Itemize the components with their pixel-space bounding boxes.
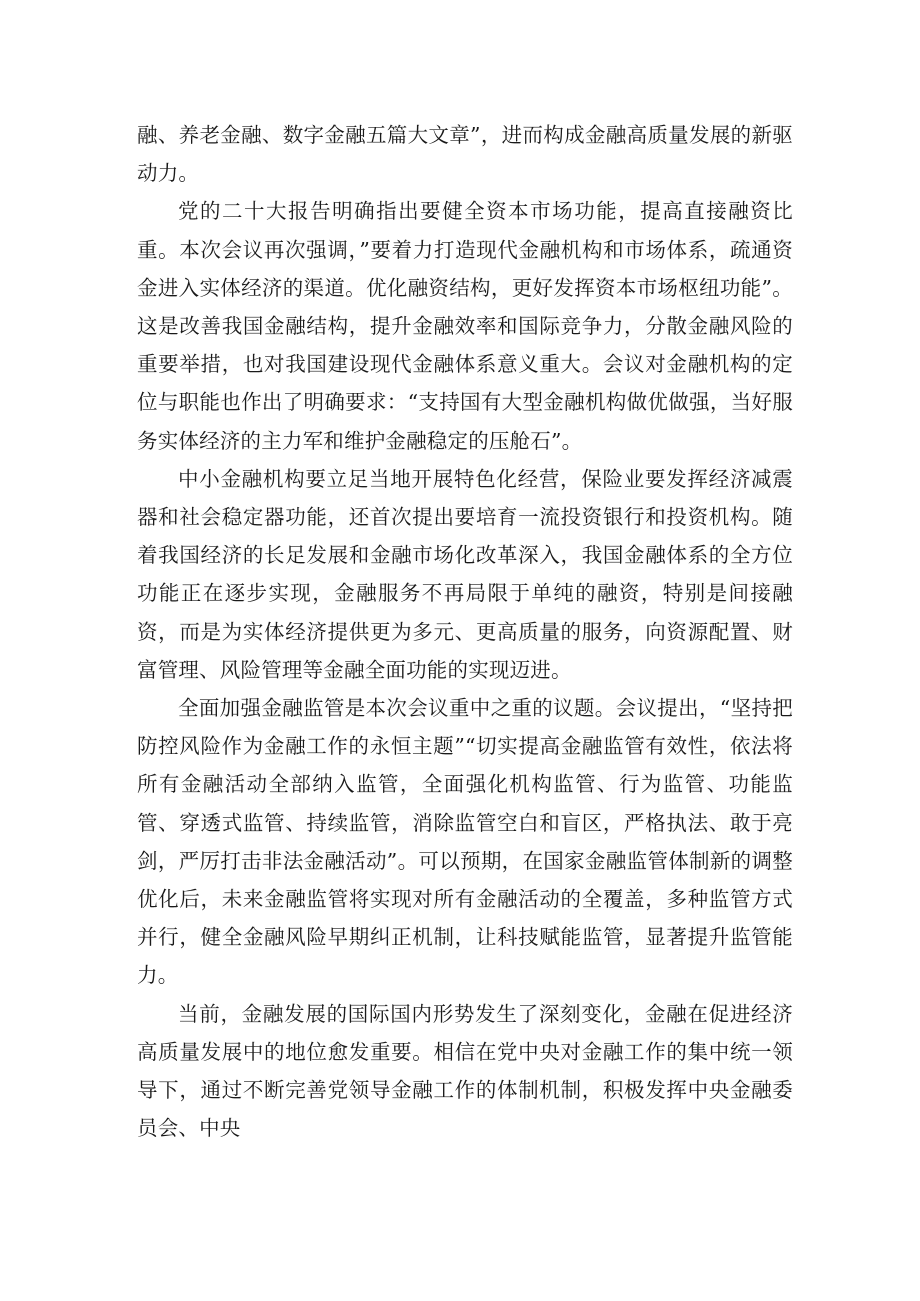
paragraph-outlook: 当前，金融发展的国际国内形势发生了深刻变化，金融在促进经济高质量发展中的地位愈发重要。相信在党中央对金融工作的集中统一领导下，通过不断完善党领导金融工作的体制机制，积极发挥中央金融委员会、中央 [137,1001,793,1141]
paragraph-capital-market: 党的二十大报告明确指出要健全资本市场功能，提高直接融资比重。本次会议再次强调，”要着力打造现代金融机构和市场体系，疏通资金进入实体经济的渠道。优化融资结构，更好发挥资本市场枢纽功能”。这是改善我国金融结构，提升金融效率和国际竞争力，分散金融风险的重要举措，也对我国建设现代金融体系意义重大。会议对金融机构的定位与职能也作出了明确要求：“支持国有大型金融机构做优做强，当好服务实体经济的主力军和维护金融稳定的压舱石”。 [137,199,793,453]
paragraph-small-institutions: 中小金融机构要立足当地开展特色化经营，保险业要发挥经济减震器和社会稳定器功能，还首次提出要培育一流投资银行和投资机构。随着我国经济的长足发展和金融市场化改革深入，我国金融体系的全方位功能正在逐步实现，金融服务不再局限于单纯的融资，特别是间接融资，而是为实体经济提供更为多元、更高质量的服务，向资源配置、财富管理、风险管理等金融全面功能的实现迈进。 [137,466,793,682]
paragraph-supervision: 全面加强金融监管是本次会议重中之重的议题。会议提出，“坚持把防控风险作为金融工作的永恒主题”“切实提高金融监管有效性，依法将所有金融活动全部纳入监管，全面强化机构监管、行为监管、功能监管、穿透式监管、持续监管，消除监管空白和盲区，严格执法、敢于亮剑，严厉打击非法金融活动”。可以预期，在国家金融监管体制新的调整优化后，未来金融监管将实现对所有金融活动的全覆盖，多种监管方式并行，健全金融风险早期纠正机制，让科技赋能监管，显著提升监管能力。 [137,696,793,988]
document-body [137,116,793,1147]
paragraph-continued: 融、养老金融、数字金融五篇大文章”，进而构成金融高质量发展的新驱动力。 [137,123,793,186]
